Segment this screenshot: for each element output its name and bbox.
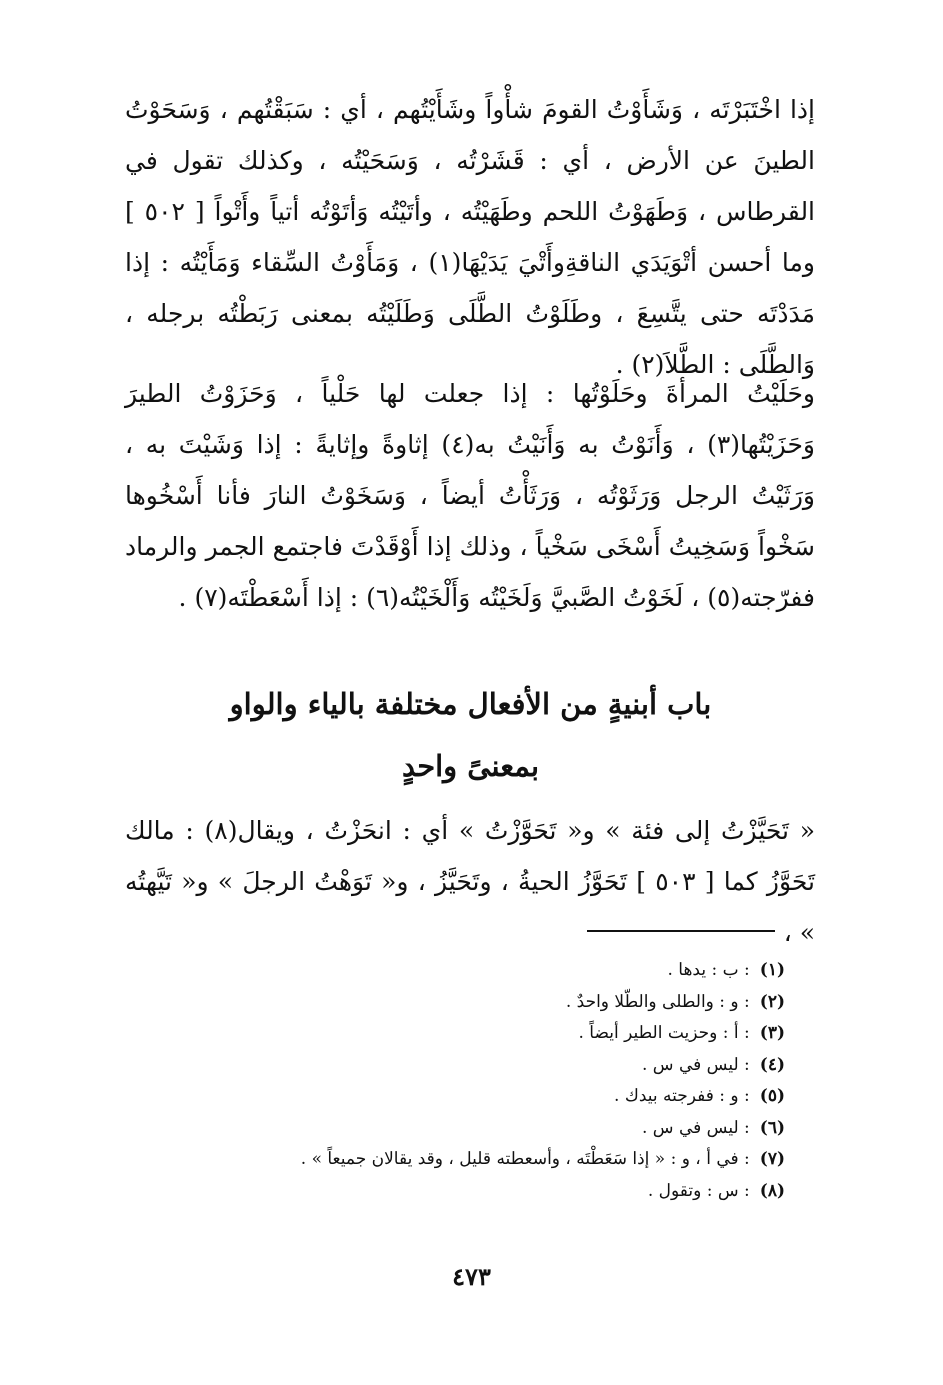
- footnote: [125, 987, 785, 1019]
- footnote-text: : و : ففرجته بيدك .: [614, 1086, 750, 1106]
- footnote-number: (٤): [759, 1054, 785, 1075]
- body-paragraph-3: « تَحَيَّزْتُ إلى فئة » و« تَحَوَّزْتُ » أي : انحَزْتُ ، ويقال(٨) : مالك تَحَوَّزُ كما [ ٥٠٣ ] تَحَوَّزُ الحيةُ ، وتَحَيَّزُ ، و« تَوَهْتُ الرجلَ » و« تَيَّهتُه » ،: [125, 816, 816, 947]
- footnote-text: : س : وتقول .: [647, 1180, 750, 1201]
- chapter-heading-line-1: باب أبنيةٍ من الأفعال مختلفة بالياء والواو: [229, 687, 712, 721]
- footnote-number: (٧): [759, 1149, 785, 1169]
- footnote: [125, 1113, 785, 1145]
- footnotes-list: [125, 955, 785, 1207]
- footnote-text: : ليس في س .: [641, 1054, 750, 1075]
- page-number: ٤٧٣: [452, 1262, 491, 1291]
- footnote-text: : و : والطلى والطّلا واحدٌ .: [565, 991, 750, 1012]
- footnote-number: (٢): [759, 991, 785, 1012]
- footnote-number: (١): [759, 960, 785, 980]
- footnote: [125, 1176, 785, 1208]
- footnote-number: (٣): [759, 1023, 785, 1043]
- chapter-heading-line-2: بمعنىً واحدٍ: [401, 749, 540, 783]
- footnote: [125, 1081, 785, 1113]
- footnote-number: (٥): [759, 1086, 785, 1106]
- footnote-number: (٦): [759, 1117, 785, 1138]
- body-paragraph-1: إذا اخْتَبَرْتَه ، وَشَأَوْتُ القومَ شأْواً وشَأَيْتُهم ، أي : سَبَقْتُهم ، وَسَحَوْتُ الطينَ عن الأرض ، أي : قَشَرْتُه ، وَسَحَيْتُه ، وكذلك تقول في القرطاس ، وَطَهَوْتُ اللحم وطَهَيْتُه ، وأتَيْتُه وَأتَوْتُه أتياً وأَتْواً [ ٥٠٢ ] وما أحسن أتْوَيَدَي الناقةِوأَتْيَ يَدَيْهَا(١) ، وَمَأَوْتُ السِّقاء وَمَأَيْتُه : إذا مَدَدْتَه حتى يتَّسِعَ ، وطَلَوْتُ الطَّلَى وَطَلَيْتُه بمعنى رَبَطْتُه برجله ، وَالطَّلَى : الطَّلاَ(٢) .: [125, 95, 816, 379]
- footnote: [125, 1050, 785, 1082]
- footnote: [125, 1018, 785, 1050]
- footnote-text: : ليس في س .: [641, 1117, 750, 1138]
- footnote-text: : ب : يدها .: [667, 960, 750, 980]
- footnote-text: : أ : وحزيت الطير أيضاً .: [578, 1023, 750, 1043]
- footnote-text: : في أ ، و : « إذا سَعَطْتَه ، وأسعطته قليل ، وقد يقالان جميعاً » .: [300, 1149, 750, 1169]
- footnote-number: (٨): [759, 1180, 785, 1201]
- footnote-separator: [587, 930, 775, 932]
- footnote: [125, 1144, 785, 1176]
- body-paragraph-2: وحَلَيْتُ المرأةَ وحَلَوْتُها : إذا جعلت لها حَلْياً ، وَحَزَوْتُ الطيرَ وَحَزَيْتُها(٣) ، وَأَنَوْتُ به وَأَنَيْتُ به(٤) إثاوةً وإثايةً : إذا وَشَيْتَ به ، وَرَثَيْتُ الرجل وَرَثَوْتُه ، وَرَثَأْتُ أيضاً ، وَسَخَوْتُ النارَ فأنا أَسْخُوها سَخْواً وَسَخِيتُ أَسْخَى سَخْياً ، وذلك إذا أَوْقَدْتَ فاجتمع الجمر والرماد ففرّجته(٥) ، لَخَوْتُ الصَّبيَّ وَلَخَيْتُه وَأَلْخَيْتُه(٦) : إذا أَسْعَطْتَه(٧) .: [125, 379, 815, 612]
- footnote: [125, 955, 785, 987]
